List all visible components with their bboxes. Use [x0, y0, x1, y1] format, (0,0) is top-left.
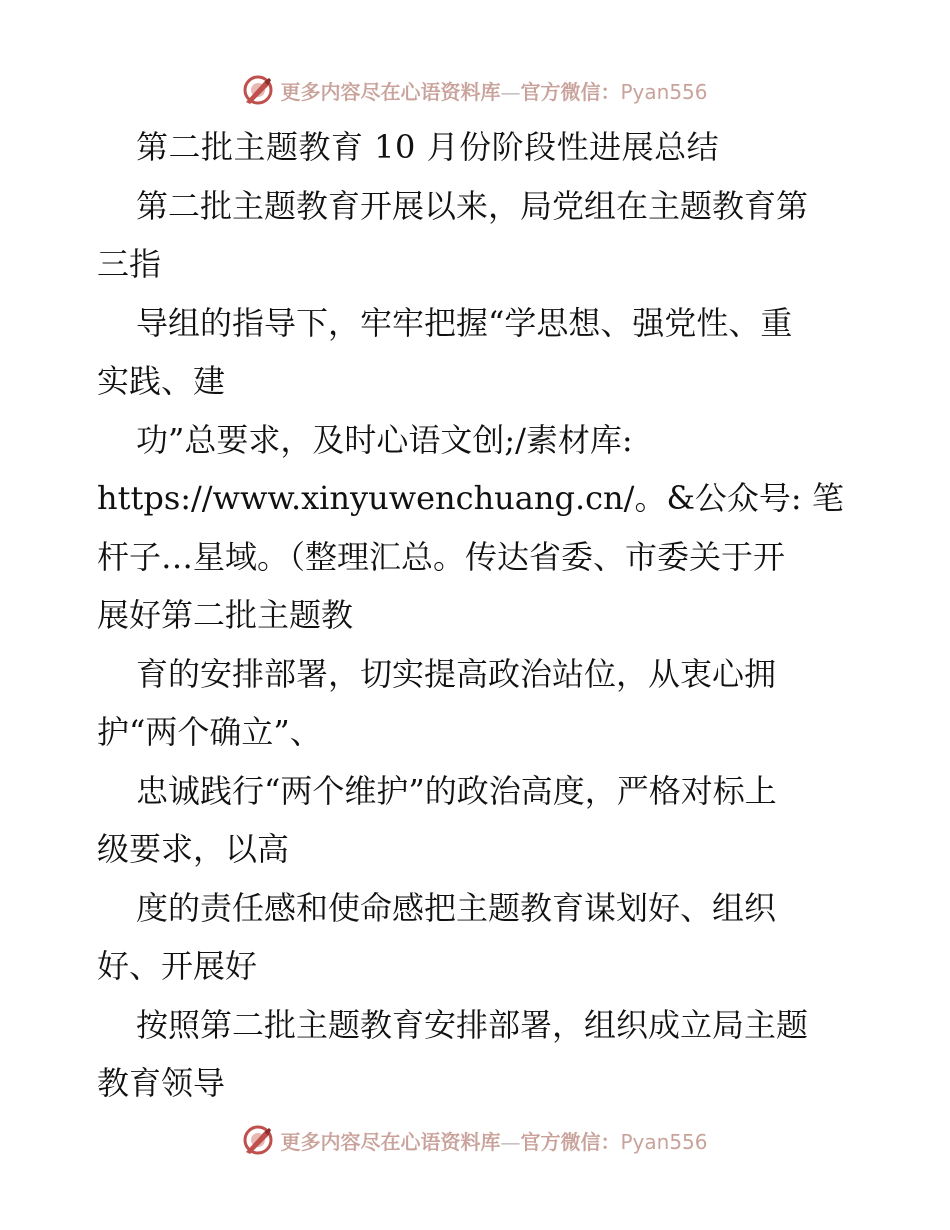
footer-watermark: [0, 1120, 950, 1160]
document-title: 第二批主题教育 10 月份阶段性进展总结: [136, 128, 720, 166]
paragraph-line: 展好第二批主题教: [97, 596, 354, 634]
watermark-separator: —: [500, 79, 521, 104]
watermark-wechat-label: 官方微信：: [520, 79, 621, 104]
pen-logo-icon: [242, 1124, 274, 1156]
watermark-wechat-id: Pyan556: [620, 1129, 708, 1154]
paragraph-line: 第二批主题教育开展以来，局党组在主题教育第: [136, 186, 809, 225]
paragraph-line: 导组的指导下，牢牢把握“学思想、强党性、重: [136, 303, 793, 342]
paragraph-line: 实践、建: [97, 362, 226, 400]
paragraph-line: 育的安排部署，切实提高政治站位，从衷心拥: [136, 654, 777, 693]
paragraph-line-url: https://www.xinyuwenchuang.cn/。&公众号: 笔: [97, 479, 844, 517]
watermark-wechat-id: Pyan556: [620, 79, 708, 104]
watermark-main-text: 更多内容尽在心语资料库: [280, 79, 501, 104]
watermark-wechat-label: 官方微信：: [520, 1129, 621, 1154]
paragraph-line: 级要求，以高: [97, 830, 290, 868]
paragraph-line: 忠诚践行“两个维护”的政治高度，严格对标上: [136, 771, 777, 810]
paragraph-line: 功”总要求，及时心语文创;/素材库:: [136, 420, 633, 459]
paragraph-line: 三指: [97, 245, 162, 283]
paragraph-line: 好、开展好: [97, 947, 258, 985]
document-body: [97, 118, 857, 1113]
paragraph-line: 按照第二批主题教育安排部署，组织成立局主题: [136, 1005, 809, 1044]
pen-logo-icon: [242, 74, 274, 106]
paragraph-line: 教育领导: [97, 1064, 226, 1102]
header-watermark: [0, 70, 950, 110]
watermark-separator: —: [500, 1129, 521, 1154]
paragraph-line: 度的责任感和使命感把主题教育谋划好、组织: [136, 888, 777, 927]
paragraph-line: 护“两个确立”、: [97, 713, 322, 751]
paragraph-line: 杆子…星域。（整理汇总。传达省委、市委关于开: [97, 537, 786, 576]
watermark-main-text: 更多内容尽在心语资料库: [280, 1129, 501, 1154]
